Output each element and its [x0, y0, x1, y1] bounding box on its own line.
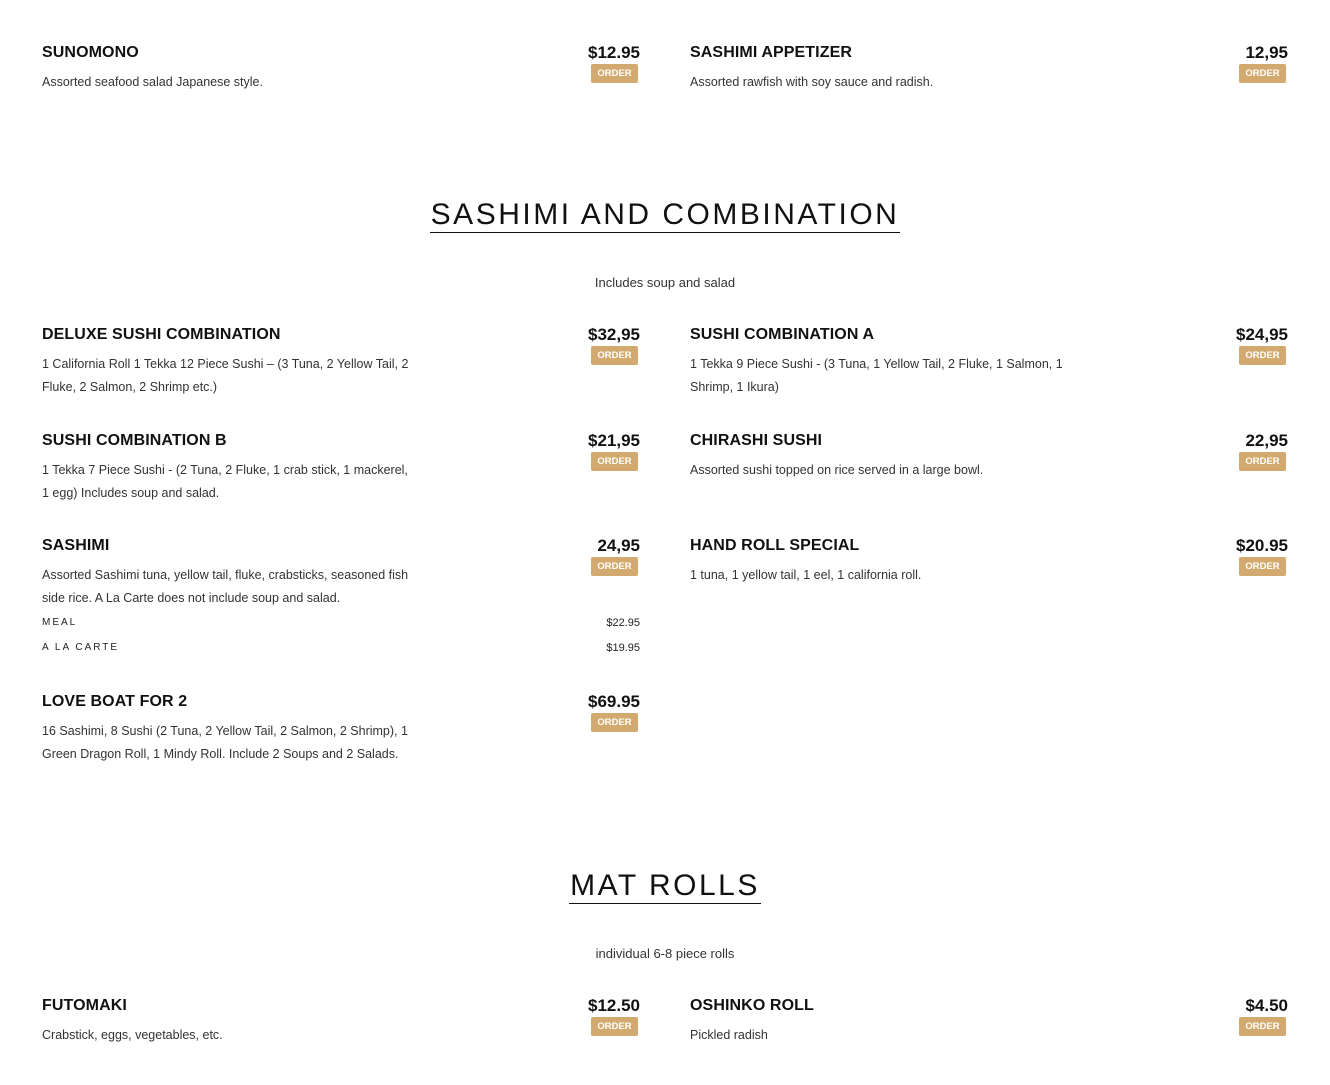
item-name: OSHINKO ROLL [690, 997, 814, 1014]
item-name: CHIRASHI SUSHI [690, 432, 823, 449]
item-price: $24,95 [1236, 325, 1288, 344]
order-button[interactable]: ORDER [591, 557, 638, 576]
item-description: 1 California Roll 1 Tekka 12 Piece Sushi – (3 Tuna, 2 Yellow Tail, 2 Fluke, 2 Salmon, 2 Shrimp etc.) [42, 357, 409, 394]
order-button[interactable]: ORDER [1239, 1017, 1286, 1036]
option-price: $22.95 [606, 617, 640, 629]
item-name: HAND ROLL SPECIAL [690, 537, 860, 554]
section-subtitle-mat-rolls: individual 6-8 piece rolls [595, 946, 735, 961]
section-title-text: SASHIMI AND COMBINATION [430, 198, 900, 231]
section-subtitle-sashimi: Includes soup and salad [594, 275, 736, 290]
item-name: DELUXE SUSHI COMBINATION [42, 326, 281, 343]
item-price: $12.50 [588, 996, 640, 1015]
section-title-sashimi [0, 198, 1330, 232]
item-price: $32,95 [588, 325, 640, 344]
order-button[interactable]: ORDER [591, 713, 638, 732]
item-name: LOVE BOAT FOR 2 [42, 693, 188, 710]
order-button[interactable]: ORDER [1239, 64, 1286, 83]
item-name: FUTOMAKI [42, 997, 127, 1014]
option-meal[interactable] [42, 616, 640, 630]
item-price: 12,95 [1245, 43, 1288, 62]
item-description: 1 Tekka 7 Piece Sushi - (2 Tuna, 2 Fluke, 1 crab stick, 1 mackerel, 1 egg) Includes soup and salad. [42, 463, 408, 500]
option-price: $19.95 [606, 642, 640, 654]
item-description: Assorted Sashimi tuna, yellow tail, fluke, crabsticks, seasoned fish side rice. A La Carte does not include soup and salad. [42, 568, 409, 605]
order-button[interactable]: ORDER [591, 1017, 638, 1036]
order-button[interactable]: ORDER [1239, 452, 1286, 471]
item-price: 22,95 [1245, 431, 1288, 450]
item-name: SUNOMONO [42, 44, 139, 61]
option-a-la-carte[interactable] [42, 641, 640, 655]
item-description: Pickled radish [690, 1028, 768, 1042]
order-button[interactable]: ORDER [591, 452, 638, 471]
item-description: Assorted rawfish with soy sauce and radish. [690, 75, 934, 89]
order-button[interactable]: ORDER [1239, 557, 1286, 576]
item-price: $12.95 [588, 43, 640, 62]
item-name: SUSHI COMBINATION A [690, 326, 875, 343]
item-name: SUSHI COMBINATION B [42, 432, 227, 449]
section-title-text: MAT ROLLS [570, 869, 760, 902]
item-price: $4.50 [1245, 996, 1288, 1015]
order-button[interactable]: ORDER [1239, 346, 1286, 365]
item-price: $69.95 [588, 692, 640, 711]
item-description: 1 tuna, 1 yellow tail, 1 eel, 1 california roll. [690, 568, 922, 582]
item-description: Assorted sushi topped on rice served in a large bowl. [690, 463, 984, 477]
section-title-mat-rolls [0, 869, 1330, 903]
item-price: $21,95 [588, 431, 640, 450]
item-description: 1 Tekka 9 Piece Sushi - (3 Tuna, 1 Yellow Tail, 2 Fluke, 1 Salmon, 1 Shrimp, 1 Ikura) [690, 357, 1063, 394]
item-description: Crabstick, eggs, vegetables, etc. [42, 1028, 223, 1042]
item-description: Assorted seafood salad Japanese style. [42, 75, 263, 89]
item-name: SASHIMI [42, 537, 110, 554]
item-price: 24,95 [597, 536, 640, 555]
order-button[interactable]: ORDER [591, 64, 638, 83]
item-name: SASHIMI APPETIZER [690, 44, 853, 61]
item-price: $20.95 [1236, 536, 1288, 555]
order-button[interactable]: ORDER [591, 346, 638, 365]
option-label: MEAL [42, 617, 78, 628]
item-description: 16 Sashimi, 8 Sushi (2 Tuna, 2 Yellow Tail, 2 Salmon, 2 Shrimp), 1 Green Dragon Roll, 1 Mindy Roll. Include 2 Soups and 2 Salads. [42, 724, 408, 761]
option-label: A LA CARTE [42, 642, 120, 653]
